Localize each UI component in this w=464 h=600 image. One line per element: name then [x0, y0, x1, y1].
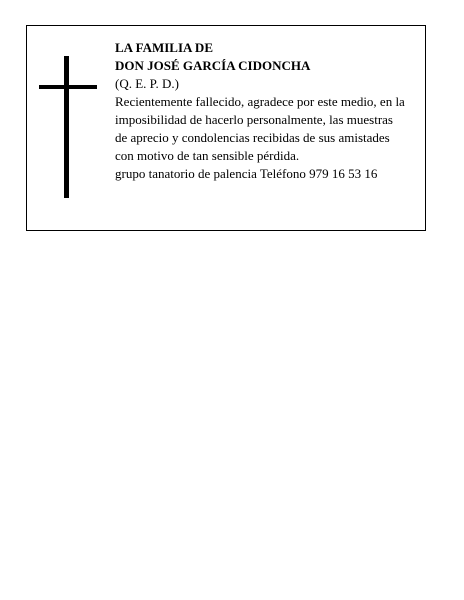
notice-text: [115, 39, 425, 183]
cross-horizontal-bar: [39, 85, 97, 89]
cross-vertical-bar: [64, 56, 69, 198]
notice-body-line-2: imposibilidad de hacerlo personalmente, las muestras: [115, 112, 393, 127]
funeral-home-contact: grupo tanatorio de palencia Teléfono 979 16 53 16: [115, 166, 378, 181]
deceased-name: DON JOSÉ GARCÍA CIDONCHA: [115, 58, 311, 73]
notice-body-line-3: de aprecio y condolencias recibidas de sus amistades: [115, 130, 390, 145]
obituary-notice: [26, 25, 426, 231]
notice-heading-line-1: LA FAMILIA DE: [115, 40, 213, 55]
rip-abbreviation: (Q. E. P. D.): [115, 76, 179, 91]
notice-body-line-1: Recientemente fallecido, agradece por este medio, en la: [115, 94, 405, 109]
latin-cross-icon: [39, 56, 97, 198]
notice-body-line-4: con motivo de tan sensible pérdida.: [115, 148, 300, 163]
